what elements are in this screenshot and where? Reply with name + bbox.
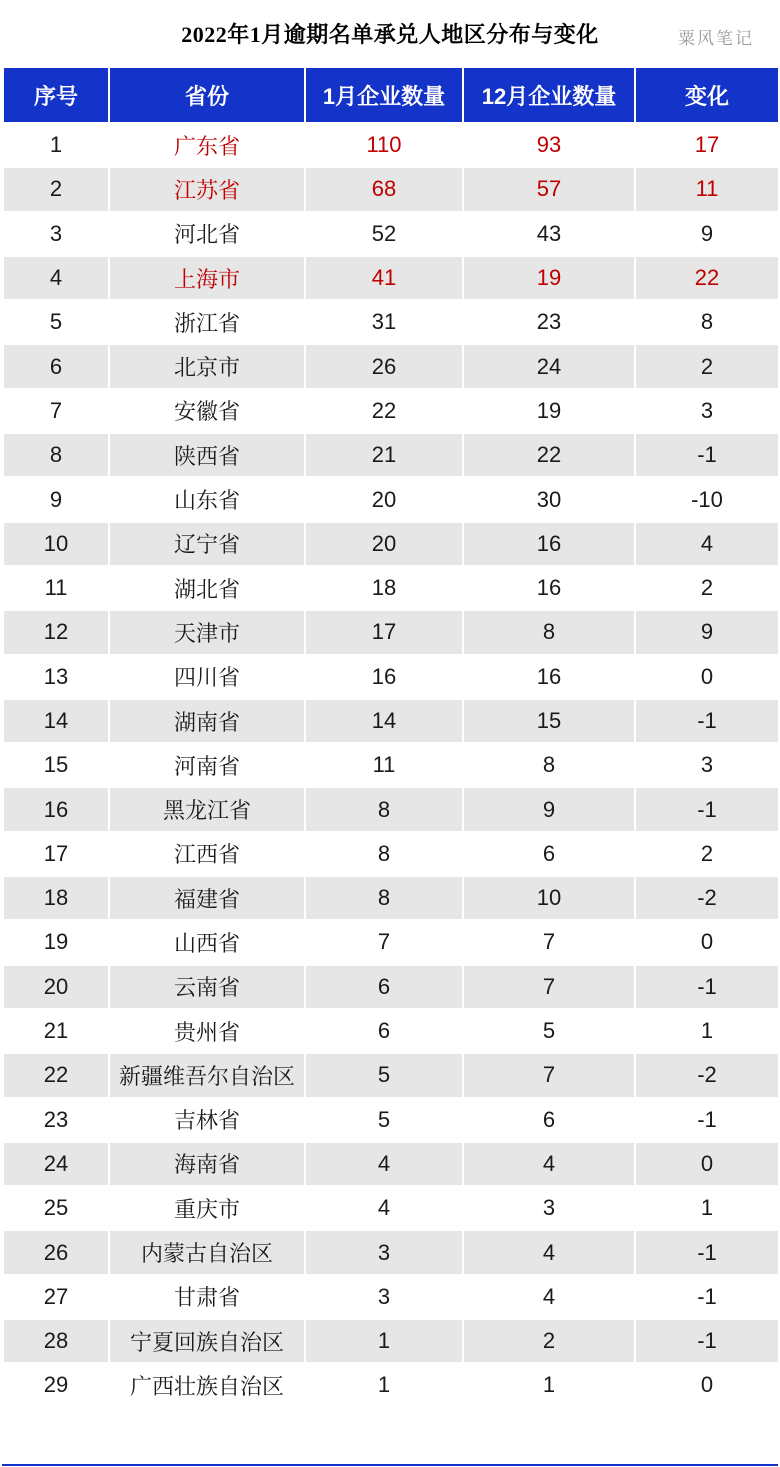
cell-seq: 12 <box>3 610 109 654</box>
cell-change: -1 <box>635 1098 779 1142</box>
cell-seq: 15 <box>3 743 109 787</box>
cell-change: 2 <box>635 344 779 388</box>
cell-jan-count: 11 <box>305 743 463 787</box>
cell-province: 贵州省 <box>109 1009 305 1053</box>
cell-seq: 25 <box>3 1186 109 1230</box>
cell-province: 上海市 <box>109 256 305 300</box>
table-row <box>3 1275 779 1319</box>
cell-seq: 24 <box>3 1142 109 1186</box>
cell-jan-count: 41 <box>305 256 463 300</box>
column-header-province: 省份 <box>109 67 305 123</box>
cell-jan-count: 6 <box>305 965 463 1009</box>
table-row <box>3 610 779 654</box>
cell-province: 山东省 <box>109 477 305 521</box>
cell-dec-count: 57 <box>463 167 635 211</box>
cell-seq: 16 <box>3 787 109 831</box>
cell-jan-count: 8 <box>305 787 463 831</box>
table-row <box>3 1319 779 1363</box>
cell-dec-count: 2 <box>463 1319 635 1363</box>
cell-dec-count: 24 <box>463 344 635 388</box>
cell-province: 浙江省 <box>109 300 305 344</box>
cell-change: 2 <box>635 566 779 610</box>
cell-province: 吉林省 <box>109 1098 305 1142</box>
table-row <box>3 256 779 300</box>
table-row <box>3 743 779 787</box>
cell-dec-count: 6 <box>463 832 635 876</box>
cell-province: 陕西省 <box>109 433 305 477</box>
cell-seq: 28 <box>3 1319 109 1363</box>
cell-dec-count: 19 <box>463 256 635 300</box>
cell-dec-count: 5 <box>463 1009 635 1053</box>
table-row <box>3 212 779 256</box>
cell-seq: 9 <box>3 477 109 521</box>
table-row <box>3 920 779 964</box>
cell-change: 17 <box>635 123 779 167</box>
table-row <box>3 123 779 167</box>
cell-province: 北京市 <box>109 344 305 388</box>
cell-province: 河北省 <box>109 212 305 256</box>
cell-jan-count: 18 <box>305 566 463 610</box>
column-header-dec: 12月企业数量 <box>463 67 635 123</box>
page-title: 2022年1月逾期名单承兑人地区分布与变化 <box>181 22 599 47</box>
cell-change: 9 <box>635 610 779 654</box>
cell-dec-count: 93 <box>463 123 635 167</box>
cell-seq: 21 <box>3 1009 109 1053</box>
cell-change: -1 <box>635 965 779 1009</box>
cell-province: 重庆市 <box>109 1186 305 1230</box>
table-row <box>3 522 779 566</box>
cell-province: 山西省 <box>109 920 305 964</box>
cell-dec-count: 7 <box>463 965 635 1009</box>
table-row <box>3 1053 779 1097</box>
cell-dec-count: 3 <box>463 1186 635 1230</box>
cell-seq: 14 <box>3 699 109 743</box>
table-row <box>3 389 779 433</box>
cell-jan-count: 1 <box>305 1363 463 1407</box>
cell-dec-count: 1 <box>463 1363 635 1407</box>
cell-jan-count: 8 <box>305 876 463 920</box>
cell-province: 湖南省 <box>109 699 305 743</box>
cell-province: 广东省 <box>109 123 305 167</box>
cell-province: 宁夏回族自治区 <box>109 1319 305 1363</box>
table-row <box>3 699 779 743</box>
column-header-seq: 序号 <box>3 67 109 123</box>
cell-jan-count: 26 <box>305 344 463 388</box>
cell-dec-count: 8 <box>463 743 635 787</box>
cell-change: 0 <box>635 655 779 699</box>
cell-jan-count: 110 <box>305 123 463 167</box>
cell-province: 广西壮族自治区 <box>109 1363 305 1407</box>
cell-change: -1 <box>635 787 779 831</box>
cell-change: -2 <box>635 876 779 920</box>
cell-dec-count: 16 <box>463 566 635 610</box>
cell-change: 1 <box>635 1009 779 1053</box>
cell-seq: 19 <box>3 920 109 964</box>
table-row <box>3 1009 779 1053</box>
cell-dec-count: 8 <box>463 610 635 654</box>
cell-dec-count: 10 <box>463 876 635 920</box>
bottom-border <box>2 1464 778 1466</box>
cell-change: 4 <box>635 522 779 566</box>
column-header-change: 变化 <box>635 67 779 123</box>
cell-seq: 11 <box>3 566 109 610</box>
cell-dec-count: 15 <box>463 699 635 743</box>
table-body <box>3 123 779 1408</box>
cell-province: 福建省 <box>109 876 305 920</box>
table-row <box>3 300 779 344</box>
cell-seq: 5 <box>3 300 109 344</box>
cell-seq: 27 <box>3 1275 109 1319</box>
cell-jan-count: 6 <box>305 1009 463 1053</box>
cell-change: -2 <box>635 1053 779 1097</box>
table-row <box>3 433 779 477</box>
cell-change: 11 <box>635 167 779 211</box>
table-row <box>3 1186 779 1230</box>
table-row <box>3 876 779 920</box>
cell-province: 内蒙古自治区 <box>109 1230 305 1274</box>
cell-change: -1 <box>635 1275 779 1319</box>
cell-seq: 6 <box>3 344 109 388</box>
table-row <box>3 1230 779 1274</box>
cell-change: 2 <box>635 832 779 876</box>
cell-seq: 2 <box>3 167 109 211</box>
cell-dec-count: 6 <box>463 1098 635 1142</box>
cell-seq: 10 <box>3 522 109 566</box>
cell-seq: 20 <box>3 965 109 1009</box>
table-row <box>3 344 779 388</box>
cell-jan-count: 4 <box>305 1142 463 1186</box>
table-row <box>3 167 779 211</box>
cell-jan-count: 7 <box>305 920 463 964</box>
table-row <box>3 1142 779 1186</box>
cell-jan-count: 1 <box>305 1319 463 1363</box>
cell-change: 3 <box>635 743 779 787</box>
cell-change: -1 <box>635 433 779 477</box>
cell-dec-count: 9 <box>463 787 635 831</box>
cell-seq: 7 <box>3 389 109 433</box>
header-row <box>3 67 779 123</box>
data-table <box>2 66 780 1409</box>
cell-change: 1 <box>635 1186 779 1230</box>
cell-seq: 26 <box>3 1230 109 1274</box>
cell-province: 辽宁省 <box>109 522 305 566</box>
cell-seq: 23 <box>3 1098 109 1142</box>
cell-dec-count: 22 <box>463 433 635 477</box>
cell-change: 9 <box>635 212 779 256</box>
cell-dec-count: 7 <box>463 1053 635 1097</box>
cell-province: 四川省 <box>109 655 305 699</box>
table-header <box>3 67 779 123</box>
cell-jan-count: 16 <box>305 655 463 699</box>
cell-change: -10 <box>635 477 779 521</box>
cell-dec-count: 16 <box>463 522 635 566</box>
cell-province: 新疆维吾尔自治区 <box>109 1053 305 1097</box>
cell-change: 22 <box>635 256 779 300</box>
title-bar <box>0 0 780 66</box>
cell-jan-count: 52 <box>305 212 463 256</box>
cell-seq: 8 <box>3 433 109 477</box>
watermark: 粟风笔记 <box>678 29 754 49</box>
cell-seq: 4 <box>3 256 109 300</box>
cell-province: 河南省 <box>109 743 305 787</box>
table-row <box>3 965 779 1009</box>
cell-province: 甘肃省 <box>109 1275 305 1319</box>
cell-jan-count: 5 <box>305 1098 463 1142</box>
cell-change: 8 <box>635 300 779 344</box>
cell-seq: 3 <box>3 212 109 256</box>
cell-change: -1 <box>635 1230 779 1274</box>
table-row <box>3 787 779 831</box>
cell-change: -1 <box>635 1319 779 1363</box>
cell-dec-count: 4 <box>463 1275 635 1319</box>
cell-seq: 1 <box>3 123 109 167</box>
cell-change: -1 <box>635 699 779 743</box>
column-header-jan: 1月企业数量 <box>305 67 463 123</box>
table-row <box>3 1098 779 1142</box>
table-row <box>3 1363 779 1407</box>
cell-jan-count: 31 <box>305 300 463 344</box>
cell-dec-count: 4 <box>463 1142 635 1186</box>
cell-seq: 18 <box>3 876 109 920</box>
cell-dec-count: 19 <box>463 389 635 433</box>
table-row <box>3 477 779 521</box>
table-row <box>3 655 779 699</box>
cell-jan-count: 17 <box>305 610 463 654</box>
cell-province: 海南省 <box>109 1142 305 1186</box>
table-container <box>2 66 778 1409</box>
cell-seq: 17 <box>3 832 109 876</box>
cell-change: 0 <box>635 920 779 964</box>
cell-province: 黑龙江省 <box>109 787 305 831</box>
cell-jan-count: 20 <box>305 477 463 521</box>
cell-dec-count: 7 <box>463 920 635 964</box>
cell-change: 0 <box>635 1142 779 1186</box>
cell-seq: 13 <box>3 655 109 699</box>
cell-province: 天津市 <box>109 610 305 654</box>
cell-change: 3 <box>635 389 779 433</box>
cell-jan-count: 20 <box>305 522 463 566</box>
cell-jan-count: 8 <box>305 832 463 876</box>
cell-dec-count: 23 <box>463 300 635 344</box>
cell-change: 0 <box>635 1363 779 1407</box>
cell-seq: 29 <box>3 1363 109 1407</box>
cell-jan-count: 3 <box>305 1275 463 1319</box>
cell-jan-count: 68 <box>305 167 463 211</box>
table-row <box>3 566 779 610</box>
cell-province: 安徽省 <box>109 389 305 433</box>
cell-jan-count: 21 <box>305 433 463 477</box>
cell-dec-count: 30 <box>463 477 635 521</box>
cell-dec-count: 16 <box>463 655 635 699</box>
cell-dec-count: 4 <box>463 1230 635 1274</box>
cell-province: 江苏省 <box>109 167 305 211</box>
cell-province: 云南省 <box>109 965 305 1009</box>
cell-jan-count: 22 <box>305 389 463 433</box>
cell-jan-count: 14 <box>305 699 463 743</box>
cell-jan-count: 4 <box>305 1186 463 1230</box>
cell-jan-count: 3 <box>305 1230 463 1274</box>
cell-dec-count: 43 <box>463 212 635 256</box>
cell-province: 江西省 <box>109 832 305 876</box>
cell-seq: 22 <box>3 1053 109 1097</box>
table-row <box>3 832 779 876</box>
cell-jan-count: 5 <box>305 1053 463 1097</box>
cell-province: 湖北省 <box>109 566 305 610</box>
